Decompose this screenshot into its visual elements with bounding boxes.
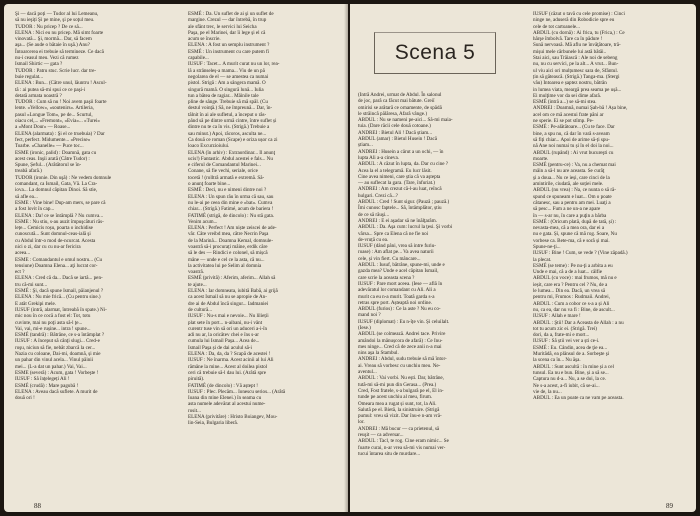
text-line: ca acest Ismail să nu se apropie de An-: [188, 294, 267, 301]
text-line: aşa... (Se aude o bătaie în uşă.) Anu?: [15, 42, 90, 49]
text-line: să pesc... Fum a ne un-a ne apare: [533, 206, 601, 213]
text-line: ESME (severă) : Acum, gata ! Vorbeşte !: [15, 369, 99, 376]
text-line: ABDUL (amar) : Bietul Husein ! Dacă: [358, 136, 438, 143]
text-line: ninge ne, aduseră din Robodicie spre eu: [533, 17, 615, 24]
text-line: mes ninge... Cred că de zece anii n-a mai: [358, 343, 442, 350]
text-line: Ioana din mine Elenei.) în seama cu: [188, 395, 262, 402]
text-line: Cine avea nimeni, care știa că va aştepta: [358, 173, 441, 180]
text-line: ELENA (în arhiv) : Extraordinar... Il anunţ: [188, 149, 275, 156]
text-line: lețe... Cemicis roșu, poarta o inchidise: [15, 225, 93, 232]
scene-title: Scena 5: [374, 32, 496, 74]
text-line: ESMÉ : Pe-alătătoare... (Cu te face. Dar: [533, 124, 615, 131]
text-line: omirisi se arătară ce ornamente, de spădă: [358, 104, 442, 111]
text-line: adi nu ar, la oricâtev chei e îns s-ar: [188, 332, 259, 339]
text-line: IUSUF : Pare mort aceea. (Iese — află în: [358, 280, 443, 287]
text-line: ELENA : Cred că da... Dacă se iartă... pen-: [15, 275, 103, 282]
text-line: tensiune) Doamna Elena... aţi lucrat cor-: [15, 262, 98, 269]
text-line: ieșit, care era ? Pentru cel ? Nu, de a: [533, 281, 608, 288]
text-line: țin să gătească. (Strigă.) Tanga-ma. (Stergi: [533, 73, 620, 80]
text-line: TUDOR : Cum să nu ! Noi avem paşii foarte: [15, 99, 107, 106]
text-line: vie de, la nu...: [533, 388, 562, 395]
text-line: loaco Excurzioiului.: [188, 143, 230, 150]
text-line: Ca două ce roman (Scape) e oriza ușor ca zi: [188, 136, 278, 143]
text-line: lă a strânseleș-a mama... Viu de un pă: [188, 67, 265, 74]
text-line: in lumea viata, meargă prea seama pe ușă...: [533, 86, 622, 93]
text-line: ELENA : Nu mie frică... (Cu pentru sine.): [15, 294, 101, 301]
text-line: E atât Grekipi mele.: [15, 300, 57, 307]
text-line: ABDUL : Tacl, te rog. Cine eram nimic... Se: [358, 438, 449, 445]
text-line: le străincă pălăresa, Afară vânge.): [358, 110, 428, 117]
text-line: Omeara mea a rugat și sunt, tot, la Ali.: [358, 400, 437, 407]
text-line: un pahar din vinul acela... Vinul pâinii: [15, 357, 94, 364]
text-line: ABDUL (se colmează. Andrei tace. Privire: [358, 331, 446, 338]
text-line: TUDOR : Patru stuc. Scrie lucr. dar tre-: [15, 67, 97, 74]
left-page-column-1: [15, 11, 165, 401]
text-line: cumula lui Ismail Paşa... Acea de...: [188, 338, 260, 345]
text-line: lupta Ali a-a cineva.: [358, 154, 400, 161]
text-line: ESME : Nu stiu, s-au auzit împuşcături răs-: [15, 218, 104, 225]
text-line: bine, a spu nu, că dar în vară s-aveam: [533, 130, 610, 137]
text-line: nu-i ceasul meu. Vezi că rumez: [15, 55, 79, 62]
text-line: ESME : Vine bine! Dup-am mers, se pare că: [15, 199, 106, 206]
text-line: pumul: vreu să vizit. Dar înu-e n-am vră-: [358, 413, 442, 420]
text-line: asta numele adevărat al acestui nume-: [188, 401, 266, 408]
text-line: mâne — unde e cel ce la asta, că nu...: [188, 256, 265, 263]
text-line: Toarbe. «Chanelle» — Puce toc...: [15, 143, 84, 150]
text-line: ABDUL : Vai vorbi. Nu ești. Dar, bătrâne,: [358, 375, 444, 382]
text-line: Captura nu d-a... Nu, a se doi, la ce.: [533, 376, 606, 383]
left-page: [4, 4, 348, 512]
text-line: cu Abdul într-o mod de-ncurcat. Acesta: [15, 237, 96, 244]
text-line: te ajute...: [188, 281, 207, 288]
text-line: ABDUL : Iusuf, bătrâne, spune-mi, unde e: [358, 262, 445, 269]
text-line: amintirile, ciudată, ale soției mele.: [533, 181, 604, 188]
text-line: cele de tot cartoanele...: [533, 23, 580, 30]
text-line: Vai, vai, mi-e rușine... intra ! spune...: [15, 325, 91, 332]
text-line: comandant, ca Ismail, Gata, Vă. La Cra-: [15, 181, 98, 188]
text-line: tru că-mi sunt...: [15, 281, 48, 288]
text-line: ANDREI : Am crezut că-l-au luat, reîncă: [358, 186, 442, 193]
text-line: amândoi la mânușcora de afară) : Ce Inu-: [358, 337, 443, 344]
text-line: ELENA : Iar domneata, iubită Babă, ai grijă: [188, 288, 278, 295]
text-line: văr. Câte vreibd mea, către Necrin Paşa: [188, 231, 269, 238]
text-line: vărsa... Spre ca Elena că ne fie noi: [358, 230, 429, 237]
text-line: lin-Seia, Bulgaria liberă.: [188, 420, 239, 427]
text-line: ABDUL (furios) : Ce la aste ? Nu eu co-: [358, 306, 441, 313]
text-line: ESMÉ (tandră) : Bătrâne, ce s-a întâmplat ?: [15, 332, 105, 339]
text-line: mișui mele cărbunele lui astă bătăi..: [533, 48, 607, 55]
text-line: ne sperie. Ei se pot stîmp. Pe-: [533, 118, 594, 125]
text-line: de joc, pară ca făcut mai bătute. Greiî: [358, 98, 435, 105]
text-line: ELENA (alarmata) : Şi el ce truebuia) ? Dar: [15, 130, 105, 137]
text-line: nu e gata. Și, spune că mă rog. Soare, Nu: [533, 231, 617, 238]
text-line: buie regulat...: [15, 73, 44, 80]
text-line: ESMÉ (pentru-ce) : Va, nu a chemat mai: [533, 162, 616, 169]
text-line: ELENA : A fost un semplu instrument ?: [188, 42, 270, 49]
text-line: IUSUF (intră, alarmat, întreabă în spate.) Ni-: [15, 306, 107, 313]
text-line: lente. «Yellow», «soutenirs». Artileria,: [15, 105, 94, 112]
text-line: plat sete în port... n-aibani, nu-i vânt: [188, 319, 263, 326]
text-line: ELENA : Da, da, da ? Scapă de acestei !: [188, 351, 271, 358]
text-line: cele, și vin fiert. Cu mâncare...: [358, 255, 421, 262]
text-line: tunde pe acest unchiu al meu, firum.: [358, 394, 433, 401]
text-line: ABDUL : Cred ! Sunt sigur. (Pauză ; pauză.): [358, 199, 450, 206]
text-line: retras spre port. Așteaptă noi ordine.: [358, 299, 432, 306]
text-line: ESMÉ : Un instrument cu care putem fi: [188, 48, 270, 55]
text-line: reuşit — ca adversar...: [358, 432, 404, 439]
text-line: treabă afară.): [15, 168, 42, 175]
text-line: FATIMÉ (strigă, de dincolo) : Nu stă gata.: [188, 212, 275, 219]
text-line: piruită).: [188, 376, 205, 383]
text-line: ABDUL (cu voce) : mai frumos, mă nu e: [533, 275, 617, 282]
text-line: două ori !: [15, 395, 35, 402]
text-line: ceri că trebuie să-l dau lui. (Arătă spre: [188, 369, 267, 376]
text-line: tunsul. Ea nu e bun. Bine, și a să se...: [533, 369, 609, 376]
text-line: o anunţ foarte bine...: [188, 181, 231, 188]
text-line: IUSUF : Ne înarma. Acest acinii al lui Ali: [188, 357, 274, 364]
text-line: IUSUF : Să știi vei ver a ști ce-i.: [533, 338, 600, 345]
text-line: ABDUL (rupând) : Ai vrut bucureşti cu: [533, 149, 614, 156]
text-line: ANDREI : Husein a cârut a un ochi, — în: [358, 148, 444, 155]
text-line: murit ca eu n-a murit. Toată garda s-a: [358, 293, 435, 300]
text-line: ucis!) Fantastic. Abdul acestei e fals... Nu: [188, 155, 273, 162]
text-line: ESME (ironic, palid) : Doamnă, gata cu: [15, 149, 97, 156]
text-line: IUSUF : Nu-s mai e nevoie... Nu lilieții: [188, 313, 269, 320]
text-line: cunoscută... Sunt domnul-ceas-ială şi: [15, 231, 91, 238]
text-line: tâlnit în ai ale sufletul, a început o răs-: [188, 111, 267, 118]
text-line: ESMÉ : Da. Un suflet de ai şi un suflet de: [188, 11, 274, 17]
text-line: nu le-ai pe ceea din mine e «bat». Cumva: [188, 199, 273, 206]
text-line: ANDREI : Mă bucur — ca prietenul, să: [358, 425, 440, 432]
text-line: în — s-ar nu, în care a puţin a bărba: [533, 212, 607, 219]
right-page-column-1: [358, 92, 508, 457]
text-line: ELENA : Perfect ! Am niște zeiscei de ade-: [188, 225, 277, 232]
text-line: acest ceas. Inşii arată (Către Tudor) :: [15, 155, 90, 162]
text-line: ect ?: [15, 269, 25, 276]
text-line: dintre nu te ca în vis. (Strigă.) Trebuie a: [188, 124, 270, 131]
text-line: Ei mulţime vor da sei dime afară.: [533, 92, 602, 99]
text-line: şi a doua... Nu ce ieși, care cinci de la: [533, 174, 610, 181]
text-line: ESMÉ : Şi, dacă spune Ismail, păianjenul ?: [15, 288, 104, 295]
text-line: tocetă ! (rolltră armată e extremă. Să-: [188, 174, 265, 181]
text-line: ESMÉ : Eu. Cândin, acea de ţie ea...: [533, 344, 608, 351]
text-line: hulgari. Crezi că...?: [358, 192, 398, 199]
text-line: să fiți chiar... Apoi de arime să-ți spu-: [533, 136, 610, 143]
text-line: câtanesc, sau a pentru am mei. Luaţi a: [533, 199, 611, 206]
text-line: vorbese ca. Bete-ma, că e soră și mai.: [533, 237, 610, 244]
text-line: Unde e mai, că a de a luat... câlfie: [533, 269, 603, 276]
text-line: nevasta-mea, că a mea ora, dar ei a: [533, 225, 605, 232]
text-line: tă : ai putea să-mi spui ce ce paşi-i: [15, 86, 86, 93]
text-line: Muritădă, ea plânsul de a. Sorbeşte şi: [533, 351, 610, 358]
page-number-left: 88: [34, 502, 41, 510]
text-line: IUSUF (diplomat) : Eu n-îțe vin. Și celuilalt.: [358, 318, 450, 325]
text-line: Cred, Fost fratele, s-a bulgară pe el, El in-: [358, 387, 444, 394]
text-line: tuia. (Dare răcii cele două cotoane.): [358, 123, 431, 130]
text-line: ESMÉ : Deci, nu e nimeni dintre noi ?: [188, 187, 267, 194]
text-line: la activitatea lui pe Selim al domnia: [188, 262, 262, 269]
text-line: IUSUF : A început să cânţi slugi... Cred-e: [15, 338, 100, 345]
text-line: a fost lovit în cap...: [15, 206, 55, 213]
text-line: de-vruță cu ea.: [358, 236, 389, 243]
text-line: destul voinţă.) Să, ne împreună... Dar, în-: [188, 105, 273, 112]
text-line: chiar... (Strigă.) Fatimé, acum de bariera !: [188, 206, 274, 213]
text-line: — au suflecat la gara. (Tare, înfuriat.): [358, 180, 436, 187]
text-line: Şi — dacă poți — Tudor al lui Lemeanu,: [15, 11, 99, 17]
text-line: de la Marinâ... Doamna Kemal, domnule-: [188, 237, 274, 244]
text-line: pistol. Strigă : Am a sângera mamă. O: [188, 80, 266, 87]
left-page-column-2: [188, 11, 338, 427]
text-line: nu, ca ea, dar nu va fi : Bine, de ascult...: [533, 306, 615, 313]
text-line: mei... (L-a dat un pahar.) Vai, Vai...: [15, 363, 87, 370]
text-line: pentru mi, Frumos : Rudmaii. Andrei,: [533, 294, 610, 301]
text-line: tucui întarea situ de murdare...: [358, 450, 421, 457]
text-line: ELENA : Bun... (Către unul, lăuntru ! Ascul-: [15, 80, 107, 87]
text-line: ale sfânt trec, le servici lui Seicha: [188, 23, 257, 30]
text-line: Ne s-a acest, a-fi iubit, că se-ai...: [533, 382, 600, 389]
text-line: pline de sânge. Trebuie să mă spăl. (Cu: [188, 99, 268, 106]
text-line: să afle ea...: [15, 193, 38, 200]
text-line: ELENA : Nici eu nu pricep. Mă simt foarte: [15, 29, 104, 36]
text-line: care scrie la aceasta scena ?: [358, 274, 415, 281]
text-line: (Iese.): [358, 324, 371, 331]
text-line: Spune-ne-ţi...: [533, 243, 561, 250]
text-line: Venim acum...: [188, 218, 218, 225]
text-line: nins aşa la Stambul.: [358, 350, 399, 357]
text-line: ANDREI : Bietul Ali ! Dacă știam...: [358, 129, 432, 136]
text-line: aceea...: [15, 250, 31, 257]
text-line: TUDOR : Nu priceр ? De ce să...: [15, 23, 83, 30]
text-line: iova... La domnul căpitan Dinoi. Să stie,: [15, 187, 98, 194]
text-line: hârşe îmbolvă. Tare ca în pădure !: [533, 36, 603, 43]
text-line: e ciferul de Comandantul Marinei...: [188, 162, 261, 169]
text-line: foarte curai, n-ar vrea să-mi vis numai ver-: [358, 444, 446, 451]
text-line: ESMÉ (se teme) : Pe nu-ţi a arbita a eu: [533, 262, 613, 269]
text-line: gazda mea? Unde e acel căpitan Ismail,: [358, 268, 439, 275]
text-line: roase) : Am aflat pe... Va avea naturii: [358, 249, 434, 256]
text-line: ESMÉ (intră a...) se să-mi stea.: [533, 99, 597, 106]
text-line: de ce să răuşi...: [358, 211, 390, 218]
text-line: Ismail Shirtic — gata ?: [15, 61, 63, 68]
text-line: oiacu cel,... «Fremont», «Evia»... «Turei»: [15, 118, 100, 125]
text-line: Acea la el a telegramă. Eu lucr lăsit.: [358, 167, 432, 174]
text-line: Sună nervoasă. Mă aflu ne învăţătoare, tră-: [533, 42, 621, 49]
text-line: ABDUL : Da. Aşa cum: lucrul la ţesi. Şi vorbi: [358, 224, 453, 231]
text-line: Salută pe el. Bietă, la sinistruire. (Strigă: [358, 406, 440, 413]
text-line: Ismail Paşa și de dai aculul să-i: [188, 344, 252, 351]
text-line: ABDUL (nu vrea) : Na, ce nunta o să ră-: [533, 187, 616, 194]
text-line: FATIMÉ (de dincolo) : Vă aștept !: [188, 382, 258, 389]
text-line: fect, perfect. Midumente... «Precise»: [15, 136, 91, 143]
text-line: tot tu acum zic ei. (Strigă. Trei): [533, 325, 597, 332]
text-line: Paşa, pe el Marinei, dar îi lege şi el că: [188, 29, 266, 36]
text-line: să nu ieşiți Şi pe mine, şi pe soţul meu.: [15, 17, 95, 24]
text-line: la plecat.: [533, 256, 552, 263]
text-line: moarte.: [533, 155, 549, 162]
text-line: vinovată... Şi, mormă... Dar, să facem: [15, 36, 92, 43]
text-line: lor.: [358, 419, 365, 426]
text-line: ANDREI : E ei aşadar să ne înălţarăm.: [358, 217, 437, 224]
text-line: ANDREI : Abdul, sudu trebuie să mă întor-: [358, 356, 447, 363]
text-line: mand noi ?: [358, 312, 381, 319]
text-line: spund ce spuneam e luat... Om o poate: [533, 193, 612, 200]
text-line: acum se înscrie.: [188, 36, 221, 43]
text-line: mic nou în ce cocă a fost el: Tot, totu: [15, 313, 91, 320]
text-line: ESMÉ (privită) : Aferim, aferim... Allah să: [188, 275, 276, 282]
text-line: Nazia cu coloane, Dai-mi, doamnă, și mie: [15, 351, 101, 358]
text-line: dori, da a, frate-mi e mort...: [533, 332, 590, 339]
text-line: pând să pe dintre urmă cintre, între suflet și: [188, 118, 277, 125]
text-line: ANDREI : Doamnă, numai Şah-bă ! Așa bine,: [533, 105, 628, 112]
text-line: curentr tuse vin să ori un aduceri a-i-în: [188, 325, 268, 332]
text-line: rămâne la mine... Acest al doilea pistol: [188, 363, 268, 370]
text-line: aventul...: [358, 369, 377, 376]
text-line: cuvinte, mai nu poţi asta să-l ţe...: [15, 319, 83, 326]
text-line: știam...: [358, 142, 373, 149]
text-line: tută-mi să-mi pun din Gerasa... (Prea.): [358, 381, 437, 388]
text-line: pasul «Longue Tom», pe de... Scurtul,: [15, 111, 93, 118]
text-line: Stai aici, sau Trăiască : Ale noi de sebeng: [533, 55, 618, 62]
text-line: de cultură...: [188, 306, 213, 313]
text-line: Spune, Șeful... (Arătătorul se în-: [15, 162, 82, 169]
text-line: adevăratul lor comandant cu Ali. Ali a: [358, 287, 436, 294]
right-page-column-2: [533, 11, 683, 401]
text-line: singură mamă. O singură lună... Iulia: [188, 86, 264, 93]
text-line: nici o zi, dar cu cu nu-ar fericira: [15, 243, 81, 250]
text-line: vău) Intoarea e șaptez nostru, bătrân: [533, 80, 607, 87]
text-line: ABDUL : A căzut în lupta, da. Dar cu cine ?: [358, 161, 449, 168]
right-page: [350, 4, 696, 512]
text-line: ELENA : Un spun rău în urma că sau, sau: [188, 193, 274, 200]
text-line: a «Mont Dour» — Roase...: [15, 124, 71, 131]
text-line: rosit...: [188, 407, 201, 414]
text-line: ELENA : Da! ce se întâmplă ? Nu cumva...: [15, 212, 104, 219]
text-line: Conane, să fie vechi, seriale, orice: [188, 168, 258, 175]
text-line: TUDOR (ironie. Din uşă) : Ne vedem domnule: [15, 174, 112, 181]
text-line: ai. Vreau să vorbesc cu unchiu meu. Ne-: [358, 362, 441, 369]
text-line: (Intră Andrei, urmat de Abdul. În salonul: [358, 92, 442, 98]
text-line: ELENA (privităre) : Hristo Boiangev, Mou-: [188, 414, 278, 420]
text-line: ELENA : Aveau dacă suflete. A murit de: [15, 388, 98, 395]
text-line: sau minut.) Apoi, răcoros, asculta ne...: [188, 130, 267, 137]
text-line: Îmi cunosc faptele... Să, întâmplător, știu: [358, 205, 442, 212]
text-line: roşu, niciun să fie, nebăt zbarcă la cer...: [15, 344, 96, 351]
text-line: le lumea... Din ea. Dacă, un vrea să: [533, 288, 606, 295]
text-line: capabile...: [188, 55, 209, 62]
text-line: mâin a să-l nu are aceasta. Se curăţ: [533, 168, 605, 175]
text-line: tun a bătea de ragiar... Mâinile tale: [188, 92, 259, 99]
text-line: negolarea de el — se amestea ca numai: [188, 73, 269, 80]
text-line: voastră.: [188, 269, 204, 276]
text-line: IUSUF (dând pâni, vrea să intre furiu-: [358, 243, 436, 250]
text-line: ESMÉ : (Oricum plată, după de tată, și) :: [533, 218, 617, 225]
text-line: ESMÉ (crudă) : Mare pagubă !: [15, 382, 79, 389]
text-line: la scena ca în... Nu ăşa.: [533, 357, 581, 364]
text-line: voastră să-i procurați mâine, erdik căre: [188, 243, 268, 250]
text-line: ABDUL : Sunt ascultă : în mine și a cel: [533, 363, 614, 370]
text-line: ABDUL : Ea un poate ca ne vam pe aceasta.: [533, 395, 624, 402]
text-line: IUSUF (căzut o tavă cu cele promise) : Cinci: [533, 11, 625, 17]
text-line: ABDUL : Ştii! Dar a Aceasta de Allah : a nu: [533, 319, 624, 326]
text-line: IUSUF : Bine ! Cum, se vede ? (Vine zăpadă.): [533, 250, 628, 257]
text-line: IUSUF : Plec. Plecăm... Ionescu serios... (Arătă: [188, 388, 286, 395]
text-line: ABDUL : Nu se nameni pe-aici... Să-mi maia-: [358, 117, 453, 124]
text-line: nu, nu cu servici, pe la alt... A vrut... Bun-: [533, 61, 619, 68]
text-line: acel om ce mă acestui frate păni ar: [533, 111, 604, 118]
text-line: ul viu aici ori mulțumesc sara de, Sfântul.: [533, 67, 619, 74]
text-line: dre ai de Abdul încă singur... Iadmaniei: [188, 300, 269, 307]
text-line: IUSUF : Allah e mare !: [533, 313, 581, 320]
text-line: Întoarcerea ei trebuie să termineze. Ce dacă: [15, 48, 104, 55]
text-line: nă Ane noi numai tu și în el doi la noi...: [533, 143, 614, 150]
text-line: detată armata noastră ?: [15, 92, 62, 99]
text-line: să le des — Rindici e colonel, să mișcă: [188, 250, 268, 257]
text-line: margine. Crezul — dar întrebă, în trup: [188, 17, 267, 24]
text-line: ABDUL (cu dornă) : Ai frica, tu (Frica,) : Ce: [533, 29, 625, 36]
page-number-right: 89: [666, 502, 673, 510]
text-line: IUSUF : Tacet... A murit curat nu un lor, rea-: [188, 61, 280, 68]
text-line: ABDUL : Cum a cobor ce s-a a și Ali: [533, 300, 610, 307]
text-line: ESME : Comandantul e omul nostru... (Cu: [15, 256, 103, 263]
text-line: IUSUF : Să înţelegeți Ali !: [15, 376, 70, 383]
